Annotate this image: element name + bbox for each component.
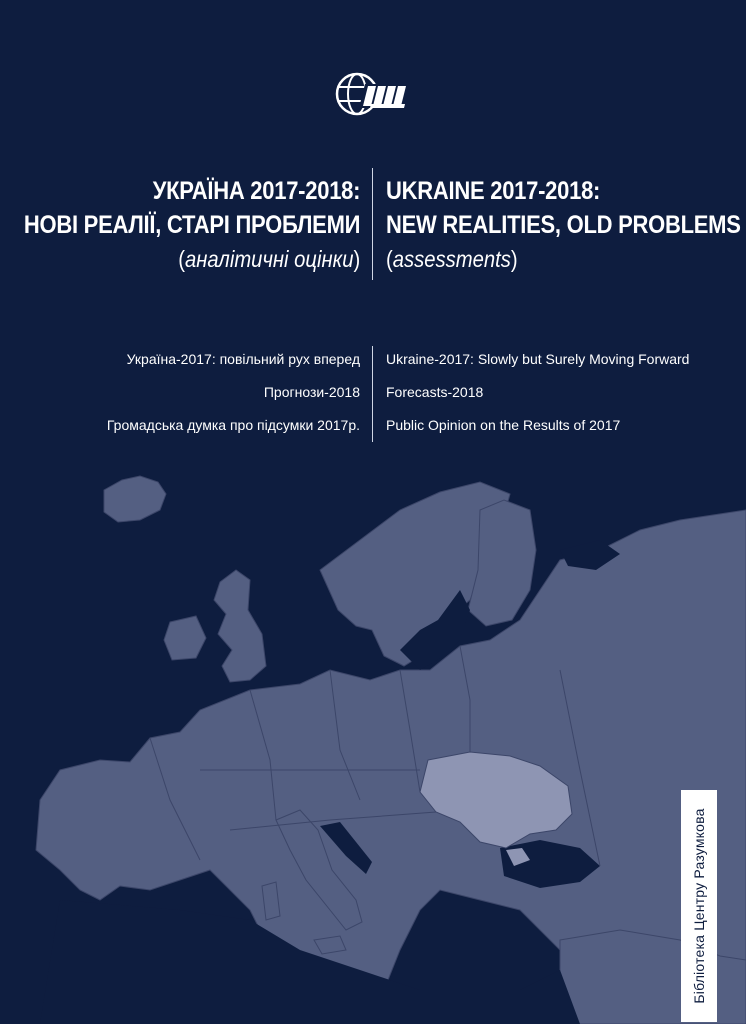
spine-label: Бібліотека Центру Разумкова xyxy=(691,808,707,1004)
title-en-line1: UKRAINE 2017-2018: xyxy=(386,177,601,205)
title-ukrainian xyxy=(0,174,360,276)
topic-en-item: Ukraine-2017: Slowly but Surely Moving Forward xyxy=(386,351,690,367)
topic-en-item: Forecasts-2018 xyxy=(386,384,484,400)
topics-list-english xyxy=(386,350,689,449)
topic-en-item: Public Opinion on the Results of 2017 xyxy=(386,417,621,433)
topics-divider xyxy=(372,346,373,442)
subtitle-en: (assessments) xyxy=(386,246,518,272)
title-en-line2: NEW REALITIES, OLD PROBLEMS xyxy=(386,211,741,239)
topic-ua-item: Громадська думка про підсумки 2017р. xyxy=(106,417,360,433)
map-great-britain xyxy=(214,570,266,682)
title-divider xyxy=(372,168,373,280)
europe-map-illustration xyxy=(0,470,746,1024)
title-ua-line2: НОВІ РЕАЛІЇ, СТАРІ ПРОБЛЕМИ xyxy=(23,211,360,239)
title-english xyxy=(386,174,746,276)
title-ua-line1: УКРАЇНА 2017-2018: xyxy=(152,177,360,205)
spine-label-box xyxy=(681,790,717,1022)
topic-ua-item: Прогнози-2018 xyxy=(263,384,360,400)
subtitle-ua: (аналітичні оцінки) xyxy=(178,246,360,272)
map-iceland xyxy=(104,476,166,522)
topic-ua-item: Україна-2017: повільний рух вперед xyxy=(126,351,360,367)
razumkov-centre-logo-icon xyxy=(335,70,415,118)
topics-list-ukrainian xyxy=(107,350,360,449)
map-ireland xyxy=(164,616,206,660)
